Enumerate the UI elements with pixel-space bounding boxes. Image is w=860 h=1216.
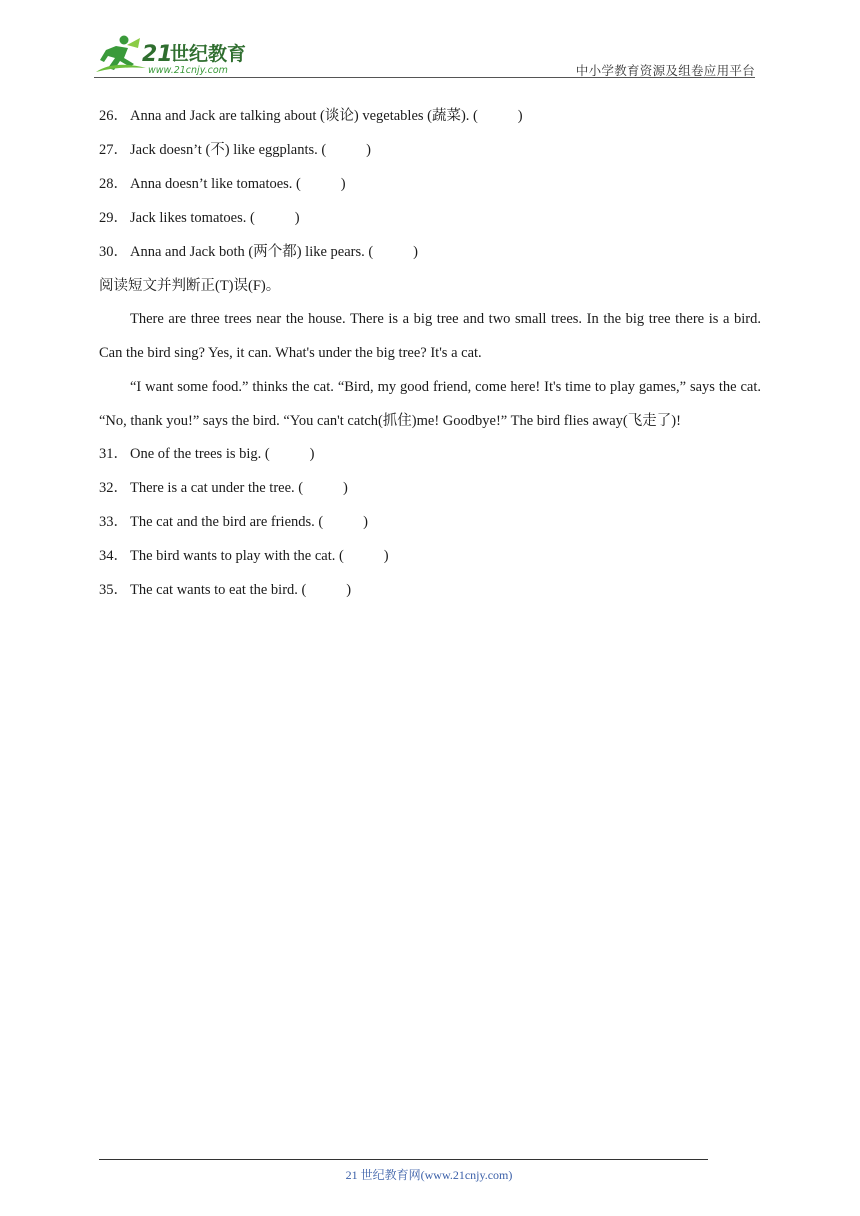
question-26 — [99, 107, 523, 125]
question-number: 28． — [99, 176, 128, 192]
header-divider — [94, 77, 755, 78]
question-27 — [99, 141, 371, 159]
svg-text:www.21cnjy.com: www.21cnjy.com — [148, 65, 228, 76]
question-text: There is a cat under the tree. ( ) — [130, 480, 348, 496]
question-31 — [99, 445, 314, 463]
question-number: 31． — [99, 446, 128, 462]
question-34 — [99, 547, 389, 565]
passage-paragraph-2: “I want some food.” thinks the cat. “Bird, my good friend, come here! It's time to play games,” says the cat. “No, thank you!” says the bird. “You can't catch(抓住)me! Goodbye!” The bird flies away(飞走了)! — [99, 379, 761, 429]
question-28 — [99, 175, 346, 193]
question-text: Anna doesn’t like tomatoes. ( ) — [130, 176, 346, 192]
question-text: Anna and Jack are talking about (谈论) vegetables (蔬菜). ( ) — [130, 108, 523, 124]
question-32 — [99, 479, 348, 497]
question-text: The cat and the bird are friends. ( ) — [130, 514, 368, 530]
question-number: 29． — [99, 210, 128, 226]
svg-text:21: 21 — [142, 42, 173, 67]
question-text: Jack likes tomatoes. ( ) — [130, 210, 300, 226]
svg-text:世纪教育: 世纪教育 — [170, 43, 247, 65]
footer-divider — [99, 1159, 708, 1160]
question-number: 32． — [99, 480, 128, 496]
question-text: The bird wants to play with the cat. ( ) — [130, 548, 389, 564]
question-number: 27． — [99, 142, 128, 158]
question-30 — [99, 243, 418, 261]
header-platform-name: 中小学教育资源及组卷应用平台 — [575, 63, 755, 78]
passage-paragraph-1: There are three trees near the house. There is a big tree and two small trees. In the big tree there is a bird. Can the bird sing? Yes, it can. What's under the big tree? It's a cat. — [99, 311, 761, 361]
question-number: 34． — [99, 548, 128, 564]
footer-site-link[interactable]: 21 世纪教育网(www.21cnjy.com) — [345, 1168, 513, 1182]
question-33 — [99, 513, 368, 531]
question-number: 35． — [99, 582, 128, 598]
question-35 — [99, 581, 351, 599]
question-number: 30． — [99, 244, 128, 260]
question-text: One of the trees is big. ( ) — [130, 446, 315, 462]
question-text: The cat wants to eat the bird. ( ) — [130, 582, 352, 598]
section-instruction: 阅读短文并判断正(T)误(F)。 — [99, 278, 281, 294]
site-logo[interactable] — [94, 34, 264, 76]
question-text: Jack doesn’t (不) like eggplants. ( ) — [130, 142, 371, 158]
question-number: 33． — [99, 514, 128, 530]
question-text: Anna and Jack both (两个都) like pears. ( ) — [130, 244, 418, 260]
runner-logo-icon — [94, 34, 264, 76]
question-29 — [99, 209, 300, 227]
question-number: 26． — [99, 108, 128, 124]
